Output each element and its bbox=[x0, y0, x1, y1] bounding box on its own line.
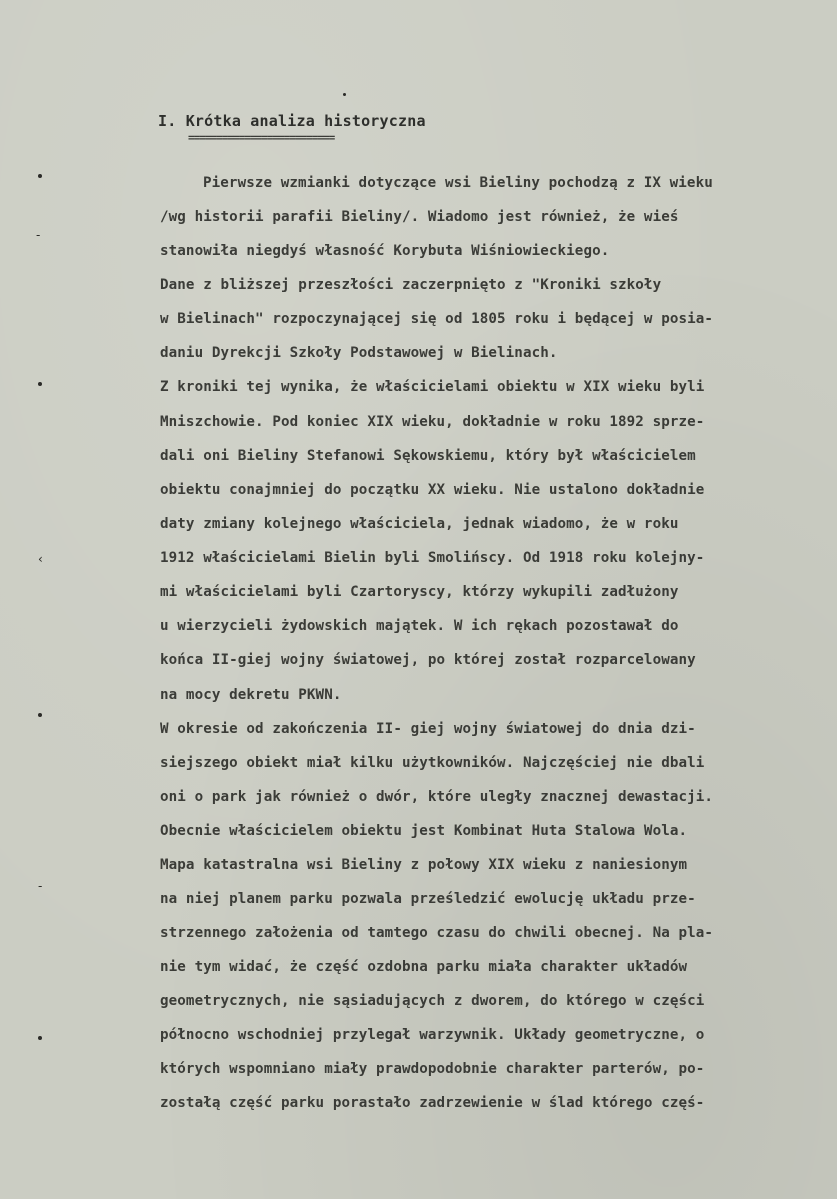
text-line: /wg historii parafii Bieliny/. Wiadomo jest również, że wieś bbox=[160, 209, 679, 225]
margin-mark: ‹ bbox=[38, 552, 43, 566]
text-line: zostałą część parku porastało zadrzewienie w ślad którego częś- bbox=[160, 1095, 705, 1111]
text-line: strzennego założenia od tamtego czasu do chwili obecnej. Na pla- bbox=[160, 925, 714, 941]
text-line: w Bielinach" rozpoczynającej się od 1805 roku i będącej w posia- bbox=[160, 311, 714, 327]
text-line: Obecnie właścicielem obiektu jest Kombinat Huta Stalowa Wola. bbox=[160, 823, 688, 839]
margin-dot bbox=[38, 713, 42, 717]
text-line: Mapa katastralna wsi Bieliny z połowy XIX wieku z naniesionym bbox=[160, 857, 688, 873]
text-line: u wierzycieli żydowskich majątek. W ich rękach pozostawał do bbox=[160, 618, 679, 634]
heading-underline: ========================== bbox=[188, 131, 335, 144]
text-line: których wspomniano miały prawdopodobnie charakter parterów, po- bbox=[160, 1061, 705, 1077]
text-line: geometrycznych, nie sąsiadujących z dworem, do którego w części bbox=[160, 993, 705, 1009]
margin-mark: - bbox=[38, 879, 43, 893]
text-line: dali oni Bieliny Stefanowi Sękowskiemu, który był właścicielem bbox=[160, 448, 696, 464]
text-line: daty zmiany kolejnego właściciela, jednak wiadomo, że w roku bbox=[160, 516, 679, 532]
top-dot bbox=[343, 93, 346, 96]
text-line: Pierwsze wzmianki dotyczące wsi Bieliny pochodzą z IX wieku bbox=[203, 175, 713, 191]
text-line: W okresie od zakończenia II- giej wojny światowej do dnia dzi- bbox=[160, 721, 696, 737]
margin-dot bbox=[38, 1036, 42, 1040]
text-line: końca II-giej wojny światowej, po której został rozparcelowany bbox=[160, 652, 696, 668]
text-line: obiektu conajmniej do początku XX wieku. Nie ustalono dokładnie bbox=[160, 482, 705, 498]
text-line: nie tym widać, że część ozdobna parku miała charakter układów bbox=[160, 959, 688, 975]
text-line: mi właścicielami byli Czartoryscy, którzy wykupili zadłużony bbox=[160, 584, 679, 600]
margin-dot bbox=[38, 174, 42, 178]
text-line: północno wschodniej przylegał warzywnik. Układy geometryczne, o bbox=[160, 1027, 705, 1043]
text-line: siejszego obiekt miał kilku użytkowników. Najczęściej nie dbali bbox=[160, 755, 705, 771]
text-line: daniu Dyrekcji Szkoły Podstawowej w Bielinach. bbox=[160, 345, 558, 361]
margin-dot bbox=[38, 382, 42, 386]
margin-mark: - bbox=[36, 228, 41, 242]
text-line: stanowiła niegdyś własność Korybuta Wiśniowieckiego. bbox=[160, 243, 610, 259]
text-line: na niej planem parku pozwala prześledzić ewolucję układu prze- bbox=[160, 891, 696, 907]
text-line: Mniszchowie. Pod koniec XIX wieku, dokładnie w roku 1892 sprze- bbox=[160, 414, 705, 430]
text-line: Z kroniki tej wynika, że właścicielami obiektu w XIX wieku byli bbox=[160, 379, 705, 395]
text-line: na mocy dekretu PKWN. bbox=[160, 687, 342, 703]
text-line: oni o park jak również o dwór, które uległy znacznej dewastacji. bbox=[160, 789, 714, 805]
text-line: Dane z bliższej przeszłości zaczerpnięto z "Kroniki szkoły bbox=[160, 277, 662, 293]
text-line: 1912 właścicielami Bielin byli Smolińscy. Od 1918 roku kolejny- bbox=[160, 550, 705, 566]
section-heading: I. Krótka analiza historyczna bbox=[158, 112, 426, 130]
